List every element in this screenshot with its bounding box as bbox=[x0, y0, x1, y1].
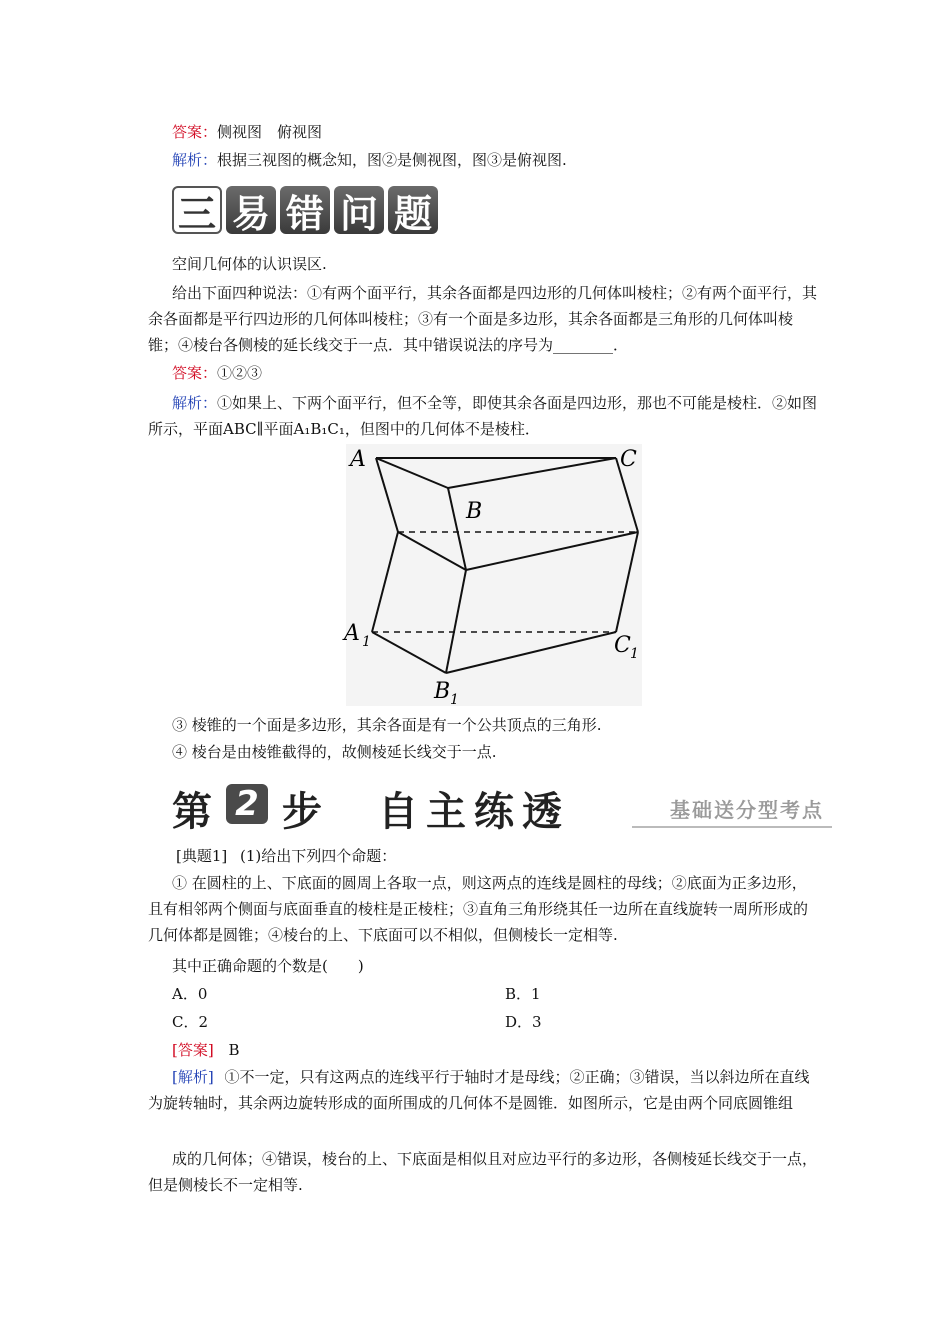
section1-analysis bbox=[148, 390, 820, 442]
vertex-sub-A1: 1 bbox=[362, 634, 371, 650]
vertex-label-B: B bbox=[466, 499, 483, 524]
analysis-label: [解析] bbox=[172, 1068, 214, 1086]
answer-label: 答案： bbox=[172, 364, 218, 382]
banner-char: 易 bbox=[226, 186, 276, 234]
figure-background bbox=[346, 444, 642, 706]
banner-char: 题 bbox=[388, 186, 438, 234]
analysis-label: 解析： bbox=[172, 394, 218, 412]
solid-figure bbox=[340, 440, 650, 708]
intro-answer-line bbox=[172, 122, 322, 142]
vertex-sub-B1: 1 bbox=[450, 692, 459, 708]
banner-step-prefix: 第 bbox=[172, 789, 220, 835]
vertex-label-A1: A bbox=[344, 621, 360, 646]
vertex-label-C1: C bbox=[614, 633, 631, 658]
section-banner-step2 bbox=[172, 780, 832, 835]
section-banner-common-errors bbox=[172, 186, 438, 234]
option-c: C．2 bbox=[172, 1013, 209, 1031]
banner-char: 错 bbox=[280, 186, 330, 234]
banner-step-title: 步 自主练透 bbox=[282, 789, 570, 835]
vertex-label-C: C bbox=[620, 447, 637, 472]
banner-subtitle: 基础送分型考点 bbox=[670, 798, 824, 822]
note-4: ④ 棱台是由棱锥截得的，故侧棱延长线交于一点. bbox=[172, 743, 497, 761]
section2-answer-line bbox=[172, 1040, 240, 1060]
example-label: [典题1] bbox=[176, 847, 228, 865]
question-paragraph: 给出下面四种说法：①有两个面平行，其余各面都是四边形的几何体叫棱柱；②有两个面平行，其余各面都是平行四边形的几何体叫棱柱；③有一个面是多边形，其余各面都是三角形的几何体叫棱锥；④棱台各侧棱的延长线交于一点．其中错误说法的序号为________． bbox=[148, 284, 818, 354]
topic-line: 空间几何体的认识误区. bbox=[172, 255, 327, 273]
option-a: A．0 bbox=[172, 985, 208, 1003]
answer-text: ①②③ bbox=[217, 364, 263, 382]
section1-answer-line bbox=[172, 363, 262, 383]
analysis-text: ①如果上、下两个面平行，但不全等，即使其余各面是四边形，那也不可能是棱柱．②如图所示，平面ABC∥平面A₁B₁C₁，但图中的几何体不是棱柱． bbox=[148, 394, 818, 438]
option-b: B．1 bbox=[505, 985, 541, 1003]
example-header bbox=[176, 846, 396, 866]
banner-rule bbox=[632, 826, 832, 828]
analysis-label: 解析： bbox=[172, 151, 218, 169]
section2-analysis bbox=[148, 1064, 820, 1116]
vertex-label-B1: B bbox=[434, 679, 451, 704]
banner-char: 三 bbox=[172, 186, 222, 234]
example-body: ① 在圆柱的上、下底面的圆周上各取一点，则这两点的连线是圆柱的母线；②底面为正多边形，且有相邻两个侧面与底面垂直的棱柱是正棱柱；③直角三角形绕其任一边所在直线旋转一周所形成的几何体都是圆锥；④棱台的上、下底面可以不相似，但侧棱长一定相等. bbox=[148, 874, 809, 944]
example-intro: (1)给出下列四个命题： bbox=[240, 847, 397, 865]
banner-char: 问 bbox=[334, 186, 384, 234]
vertex-sub-C1: 1 bbox=[630, 646, 639, 662]
analysis-text: ①不一定，只有这两点的连线平行于轴时才是母线；②正确；③错误，当以斜边所在直线为旋转轴时，其余两边旋转形成的面所围成的几何体不是圆锥．如图所示，它是由两个同底圆锥组 bbox=[148, 1068, 810, 1112]
answer-text: B bbox=[228, 1041, 240, 1059]
intro-analysis-line bbox=[172, 150, 567, 170]
answer-label: 答案： bbox=[172, 123, 218, 141]
example-question: 其中正确命题的个数是( ) bbox=[172, 957, 364, 975]
option-d: D．3 bbox=[505, 1013, 542, 1031]
answer-label: [答案] bbox=[172, 1041, 214, 1059]
banner-step-number: 2 bbox=[226, 784, 268, 824]
analysis-text: 根据三视图的概念知，图②是侧视图，图③是俯视图. bbox=[217, 151, 567, 169]
answer-text: 侧视图 俯视图 bbox=[217, 123, 323, 141]
note-3: ③ 棱锥的一个面是多边形，其余各面是有一个公共顶点的三角形. bbox=[172, 716, 602, 734]
vertex-label-A: A bbox=[350, 447, 366, 472]
section2-analysis-cont: 成的几何体；④错误，棱台的上、下底面是相似且对应边平行的多边形，各侧棱延长线交于一点，但是侧棱长不一定相等. bbox=[148, 1150, 818, 1194]
